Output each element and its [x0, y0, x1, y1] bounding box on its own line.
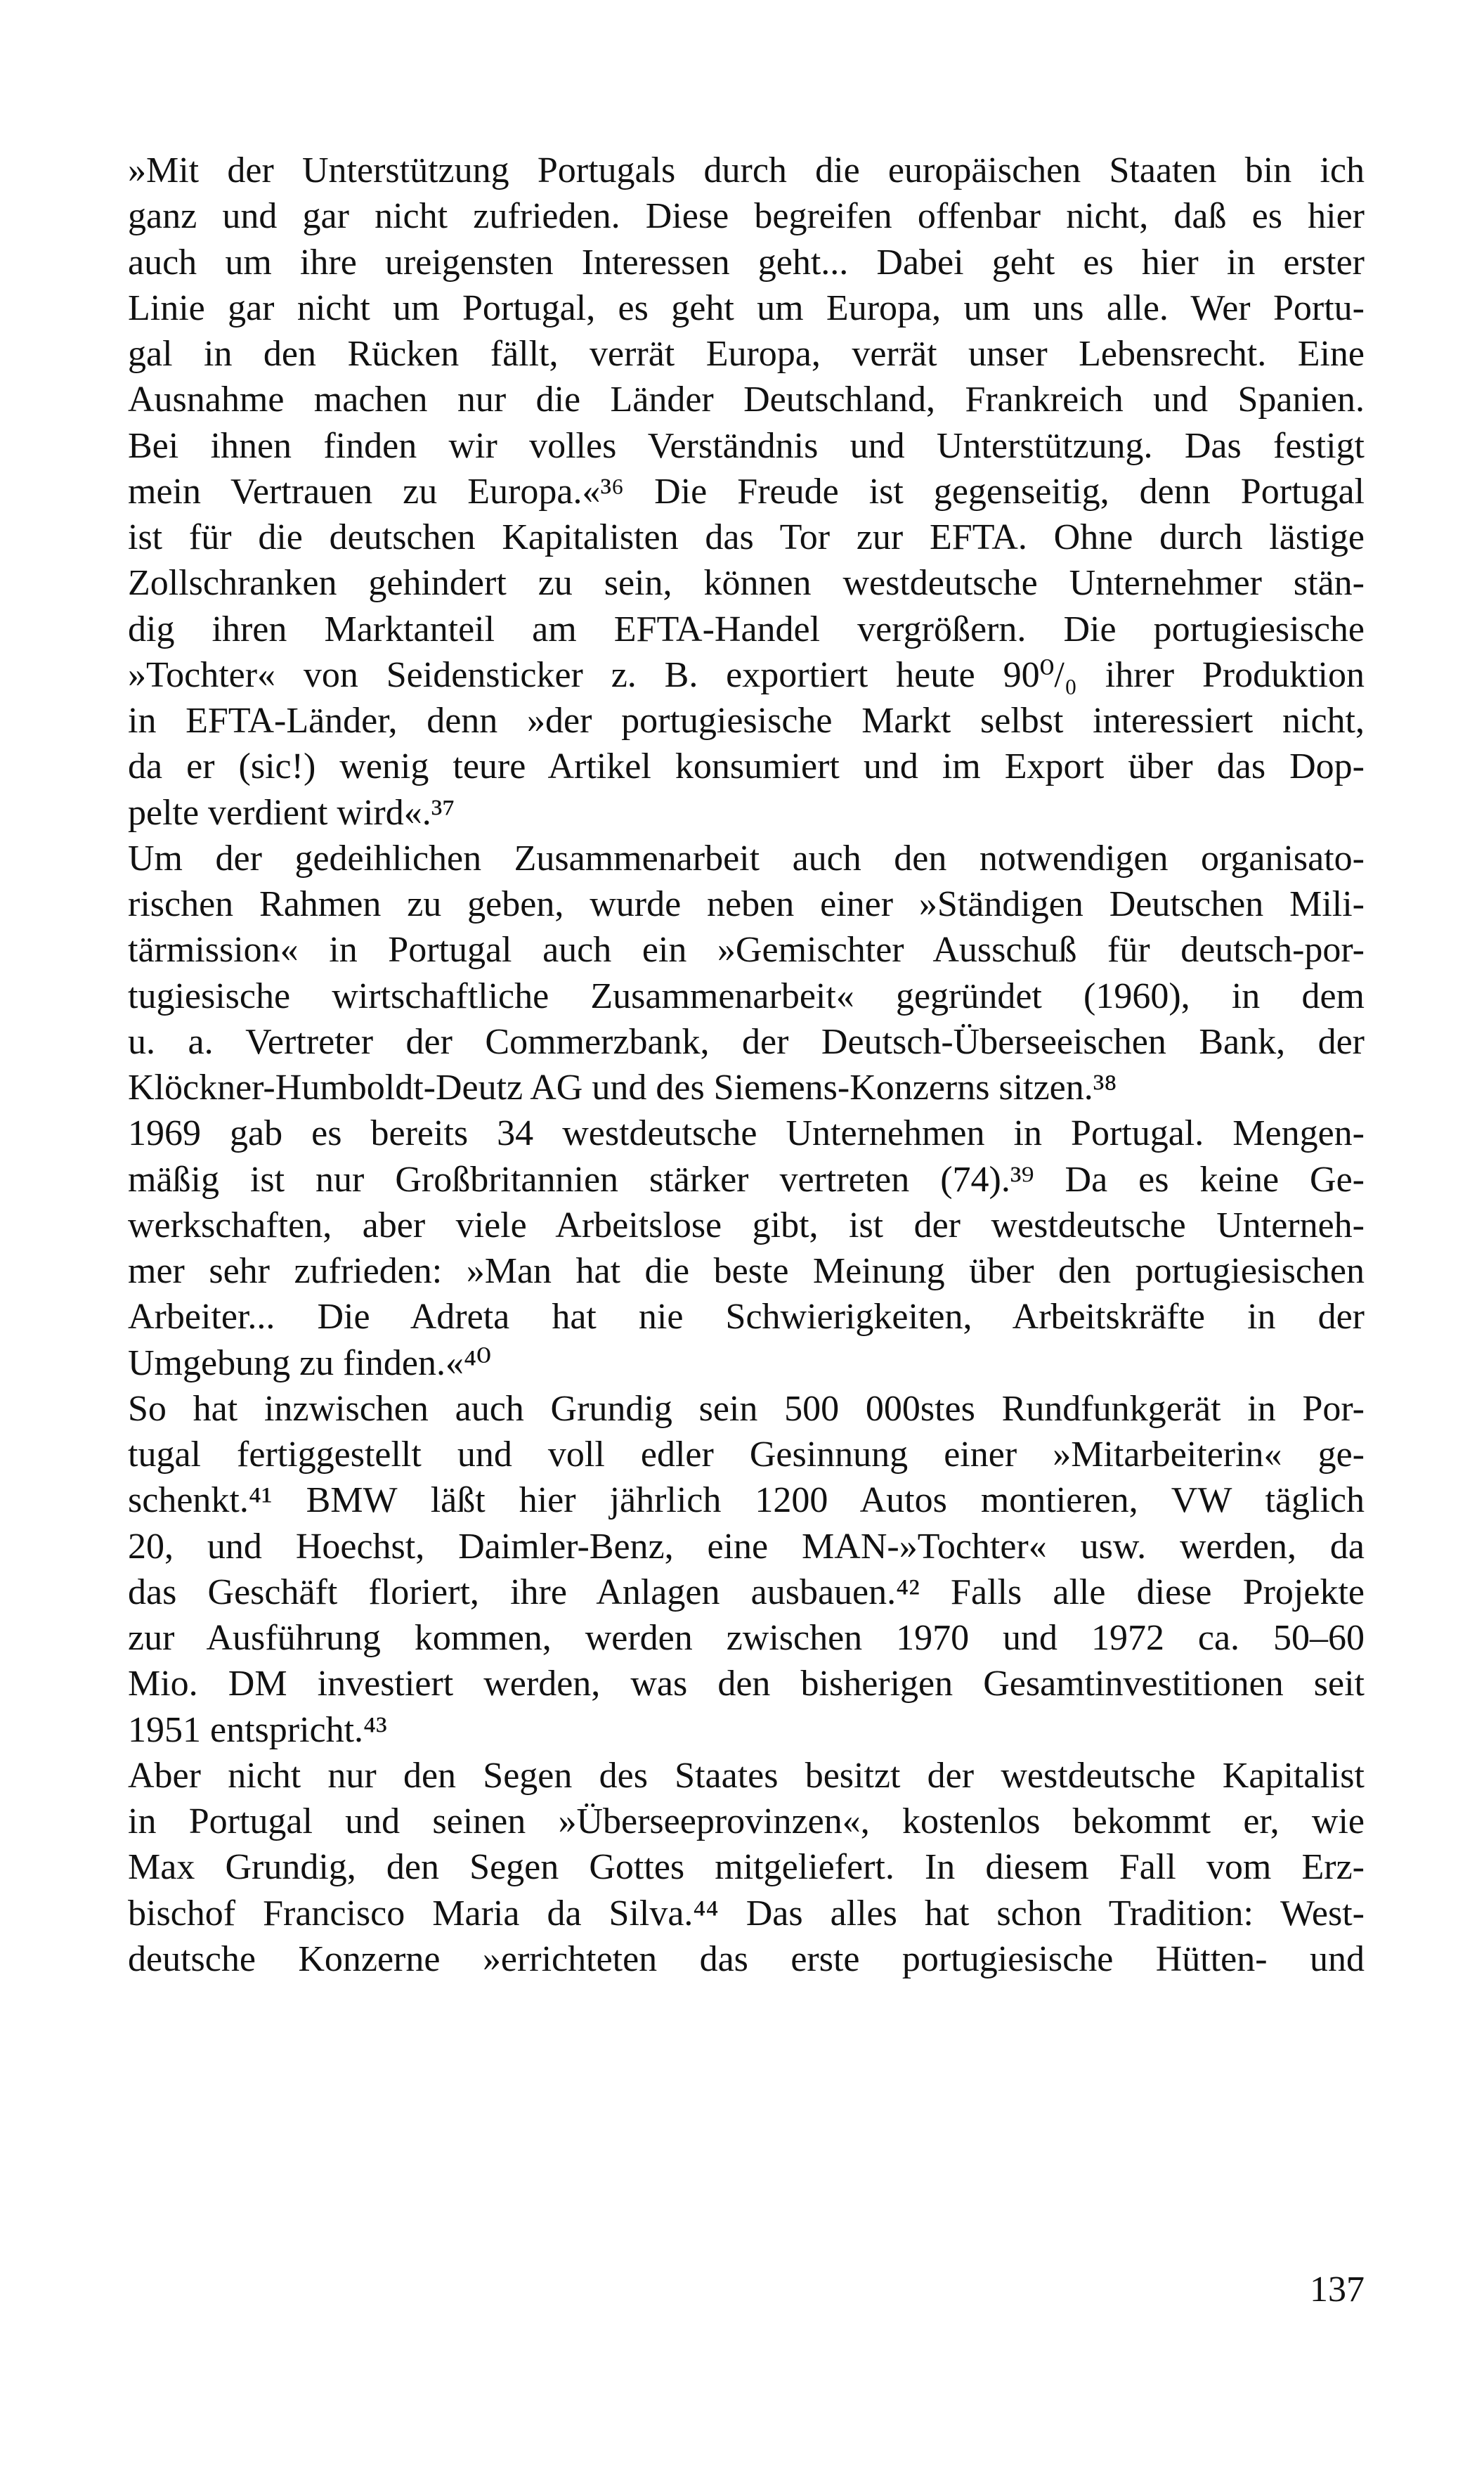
text-line: tugiesische wirtschaftliche Zusammenarbeit« gegründet (1960), in dem [128, 976, 1365, 1016]
text-line: tärmission« in Portugal auch ein »Gemischter Ausschuß für deutsch-por- [128, 930, 1365, 971]
text-line: mer sehr zufrieden: »Man hat die beste Meinung über den portugiesischen [128, 1251, 1365, 1291]
text-line: schenkt.⁴¹ BMW läßt hier jährlich 1200 Autos montieren, VW täglich [128, 1480, 1365, 1521]
text-line: Mio. DM investiert werden, was den bisherigen Gesamtinvestitionen seit [128, 1664, 1365, 1704]
text-line: Umgebung zu finden.«⁴⁰ [128, 1342, 491, 1383]
text-line: in EFTA-Länder, denn »der portugiesische Markt selbst interessiert nicht, [128, 701, 1365, 741]
text-line: auch um ihre ureigensten Interessen geht... Dabei geht es hier in erster [128, 242, 1365, 283]
text-line: Arbeiter... Die Adreta hat nie Schwierigkeiten, Arbeitskräfte in der [128, 1297, 1365, 1338]
text-line: Ausnahme machen nur die Länder Deutschland, Frankreich und Spanien. [128, 380, 1365, 420]
text-line: in Portugal und seinen »Überseeprovinzen«, kostenlos bekommt er, wie [128, 1801, 1365, 1841]
text-line: zur Ausführung kommen, werden zwischen 1970 und 1972 ca. 50–60 [128, 1618, 1365, 1658]
page-number: 137 [1310, 2269, 1365, 2310]
text-line: ganz und gar nicht zufrieden. Diese begreifen offenbar nicht, daß es hier [128, 196, 1365, 237]
text-line: gal in den Rücken fällt, verrät Europa, verrät unser Lebensrecht. Eine [128, 334, 1365, 374]
text-line: Bei ihnen finden wir volles Verständnis und Unterstützung. Das festigt [128, 425, 1365, 466]
text-line: Aber nicht nur den Segen des Staates besitzt der westdeutsche Kapitalist [128, 1755, 1365, 1796]
text-line: u. a. Vertreter der Commerzbank, der Deutsch-Überseeischen Bank, der [128, 1021, 1365, 1062]
text-line: Klöckner-Humboldt-Deutz AG und des Siemens-Konzerns sitzen.³⁸ [128, 1068, 1117, 1108]
text-line: Linie gar nicht um Portugal, es geht um Europa, um uns alle. Wer Portu- [128, 287, 1365, 328]
text-line: mäßig ist nur Großbritannien stärker vertreten (74).³⁹ Da es keine Ge- [128, 1159, 1365, 1200]
text-line: 1951 entspricht.⁴³ [128, 1709, 387, 1750]
text-line: mein Vertrauen zu Europa.«³⁶ Die Freude ist gegenseitig, denn Portugal [128, 471, 1365, 512]
text-line: Um der gedeihlichen Zusammenarbeit auch den notwendigen organisato- [128, 838, 1365, 879]
text-line: deutsche Konzerne »errichteten das erste portugiesische Hütten- und [128, 1938, 1365, 1979]
text-line: 20, und Hoechst, Daimler-Benz, eine MAN-»Tochter« usw. werden, da [128, 1526, 1365, 1567]
text-line: 1969 gab es bereits 34 westdeutsche Unternehmen in Portugal. Mengen- [128, 1113, 1365, 1154]
text-line: »Mit der Unterstützung Portugals durch die europäischen Staaten bin ich [128, 150, 1365, 190]
text-line: Zollschranken gehindert zu sein, können westdeutsche Unternehmer stän- [128, 563, 1365, 604]
text-line: dig ihren Marktanteil am EFTA-Handel vergrößern. Die portugiesische [128, 609, 1365, 649]
text-line: pelte verdient wird«.³⁷ [128, 792, 455, 833]
text-line: tugal fertiggestellt und voll edler Gesinnung einer »Mitarbeiterin« ge- [128, 1434, 1365, 1475]
text-line: werkschaften, aber viele Arbeitslose gibt, ist der westdeutsche Unterneh- [128, 1205, 1365, 1245]
text-line: bischof Francisco Maria da Silva.⁴⁴ Das alles hat schon Tradition: West- [128, 1893, 1365, 1934]
text-line: rischen Rahmen zu geben, wurde neben einer »Ständigen Deutschen Mili- [128, 884, 1365, 924]
text-line: da er (sic!) wenig teure Artikel konsumiert und im Export über das Dop- [128, 746, 1365, 787]
text-line: ist für die deutschen Kapitalisten das Tor zur EFTA. Ohne durch lästige [128, 517, 1365, 557]
text-line: So hat inzwischen auch Grundig sein 500 000stes Rundfunkgerät in Por- [128, 1388, 1365, 1429]
text-line: Max Grundig, den Segen Gottes mitgeliefert. In diesem Fall vom Erz- [128, 1847, 1365, 1888]
text-line: »Tochter« von Seidensticker z. B. exportiert heute 90⁰/₀ ihrer Produktion [128, 654, 1365, 695]
body-text [128, 148, 1365, 1982]
text-line: das Geschäft floriert, ihre Anlagen ausbauen.⁴² Falls alle diese Projekte [128, 1572, 1365, 1612]
